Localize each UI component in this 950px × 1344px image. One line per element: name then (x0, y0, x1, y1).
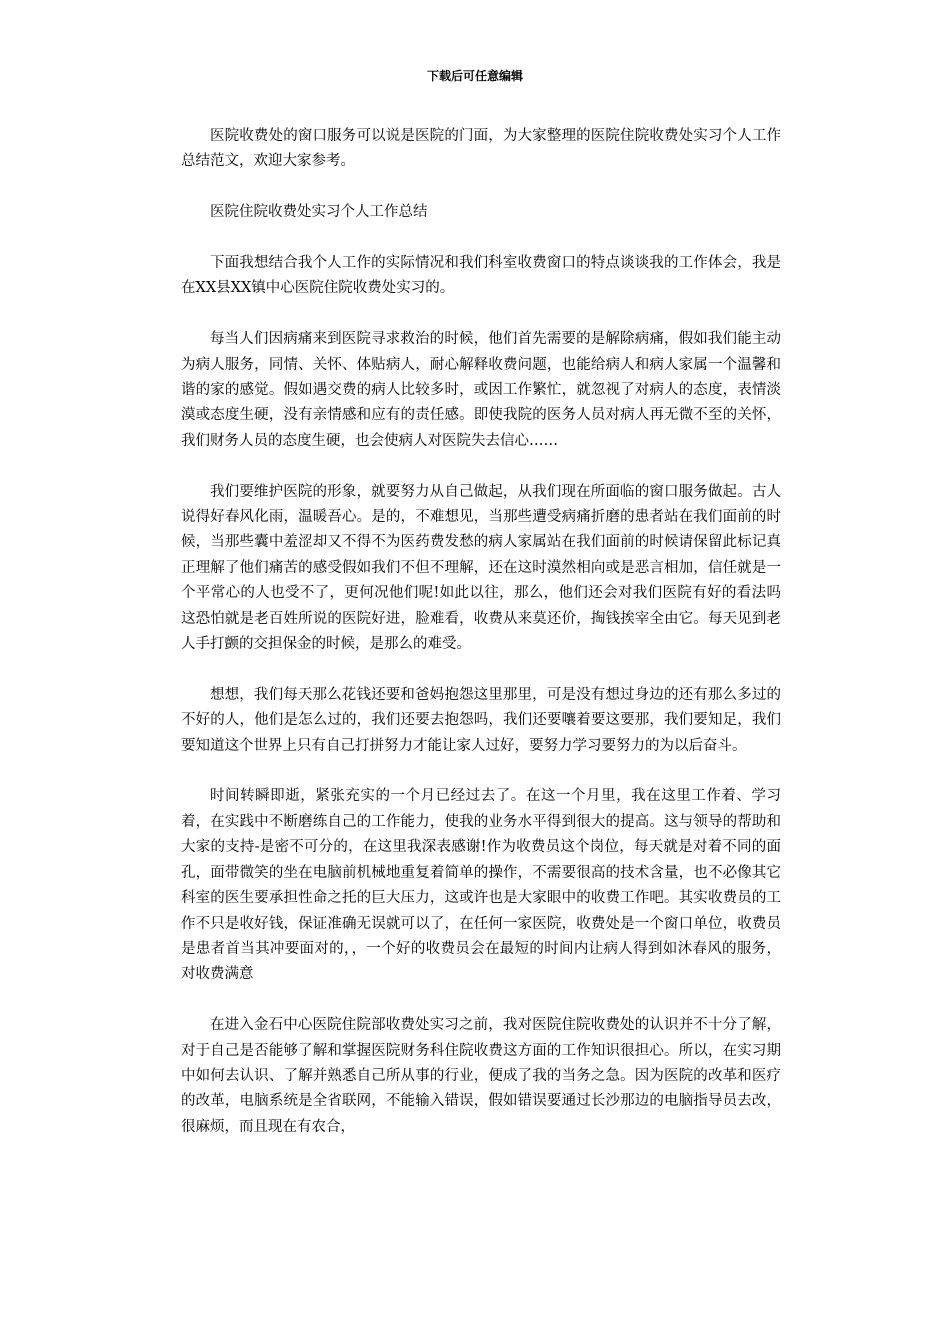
document-body (181, 124, 781, 1166)
body-paragraph: 时间转瞬即逝，紧张充实的一个月已经过去了。在这一个月里，我在这里工作着、学习着，在实践中不断磨练自己的工作能力，使我的业务水平得到很大的提高。这与领导的帮助和大家的支持-是密不可分的，在这里我深表感谢!作为收费员这个岗位，每天就是对着不同的面孔，面带微笑的坐在电脑前机械地重复着简单的操作，不需要很高的技术含量，也不必像其它科室的医生要承担性命之托的巨大压力，这或许也是大家眼中的收费工作吧。其实收费员的工作不只是收好钱，保证准确无误就可以了，在任何一家医院，收费处是一个窗口单位，收费员是患者首当其冲要面对的，，一个好的收费员会在最短的时间内让病人得到如沐春风的服务，对收费满意 (181, 788, 781, 983)
intro-paragraph: 医院收费处的窗口服务可以说是医院的门面，为大家整理的医院住院收费处实习个人工作总结范文，欢迎大家参考。 (181, 128, 781, 170)
body-paragraph: 在进入金石中心医院住院部收费处实习之前，我对医院住院收费处的认识并不十分了解，对于自己是否能够了解和掌握医院财务科住院收费这方面的工作知识很担心。所以，在实习期中如何去认识、了解并熟悉自己所从事的行业，便成了我的当务之急。因为医院的改革和医疗的改革，电脑系统是全省联网，不能输入错误，假如错误要通过长沙那边的电脑指导员去改，很麻烦，而且现在有农合， (181, 1017, 781, 1135)
body-paragraph: 我们要维护医院的形象，就要努力从自己做起，从我们现在所面临的窗口服务做起。古人说得好春风化雨，温暖吾心。是的，不难想见，当那些遭受病痛折磨的患者站在我们面前的时候，当那些囊中羞涩却又不得不为医药费发愁的病人家属站在我们面前的时候请保留此标记真正理解了他们痛苦的感受假如我们不但不理解，还在这时漠然相向或是恶言相加，信任就是一个平常心的人也受不了，更何况他们呢!如此以往，那么，他们还会对我们医院有好的看法吗这恐怕就是老百姓所说的医院好进，脸难看，收费从来莫还价，掏钱挨宰全由它。每天见到老人手打颤的交担保金的时候，是那么的难受。 (181, 483, 781, 653)
document-title: 医院住院收费处实习个人工作总结 (210, 204, 428, 221)
download-note: 下载后可任意编辑 (426, 69, 523, 83)
body-paragraph: 每当人们因病痛来到医院寻求救治的时候，他们首先需要的是解除病痛，假如我们能主动为病人服务，同情、关怀、体贴病人，耐心解释收费问题，也能给病人和病人家属一个温馨和谐的家的感觉。假如遇交费的病人比较多时，或因工作繁忙，就忽视了对病人的态度，表情淡漠或态度生硬，没有亲情感和应有的责任感。即使我院的医务人员对病人再无微不至的关怀，我们财务人员的态度生硬，也会使病人对医院失去信心…… (181, 331, 781, 449)
body-paragraph: 想想，我们每天那么花钱还要和爸妈抱怨这里那里，可是没有想过身边的还有那么多过的不好的人，他们是怎么过的，我们还要去抱怨吗，我们还要嚷着要这要那，我们要知足，我们要知道这个世界上只有自己打拼努力才能让家人过好，要努力学习要努力的为以后奋斗。 (181, 686, 781, 754)
body-paragraph: 下面我想结合我个人工作的实际情况和我们科室收费窗口的特点谈谈我的工作体会，我是在XX县XX镇中心医院住院收费处实习的。 (181, 255, 781, 297)
